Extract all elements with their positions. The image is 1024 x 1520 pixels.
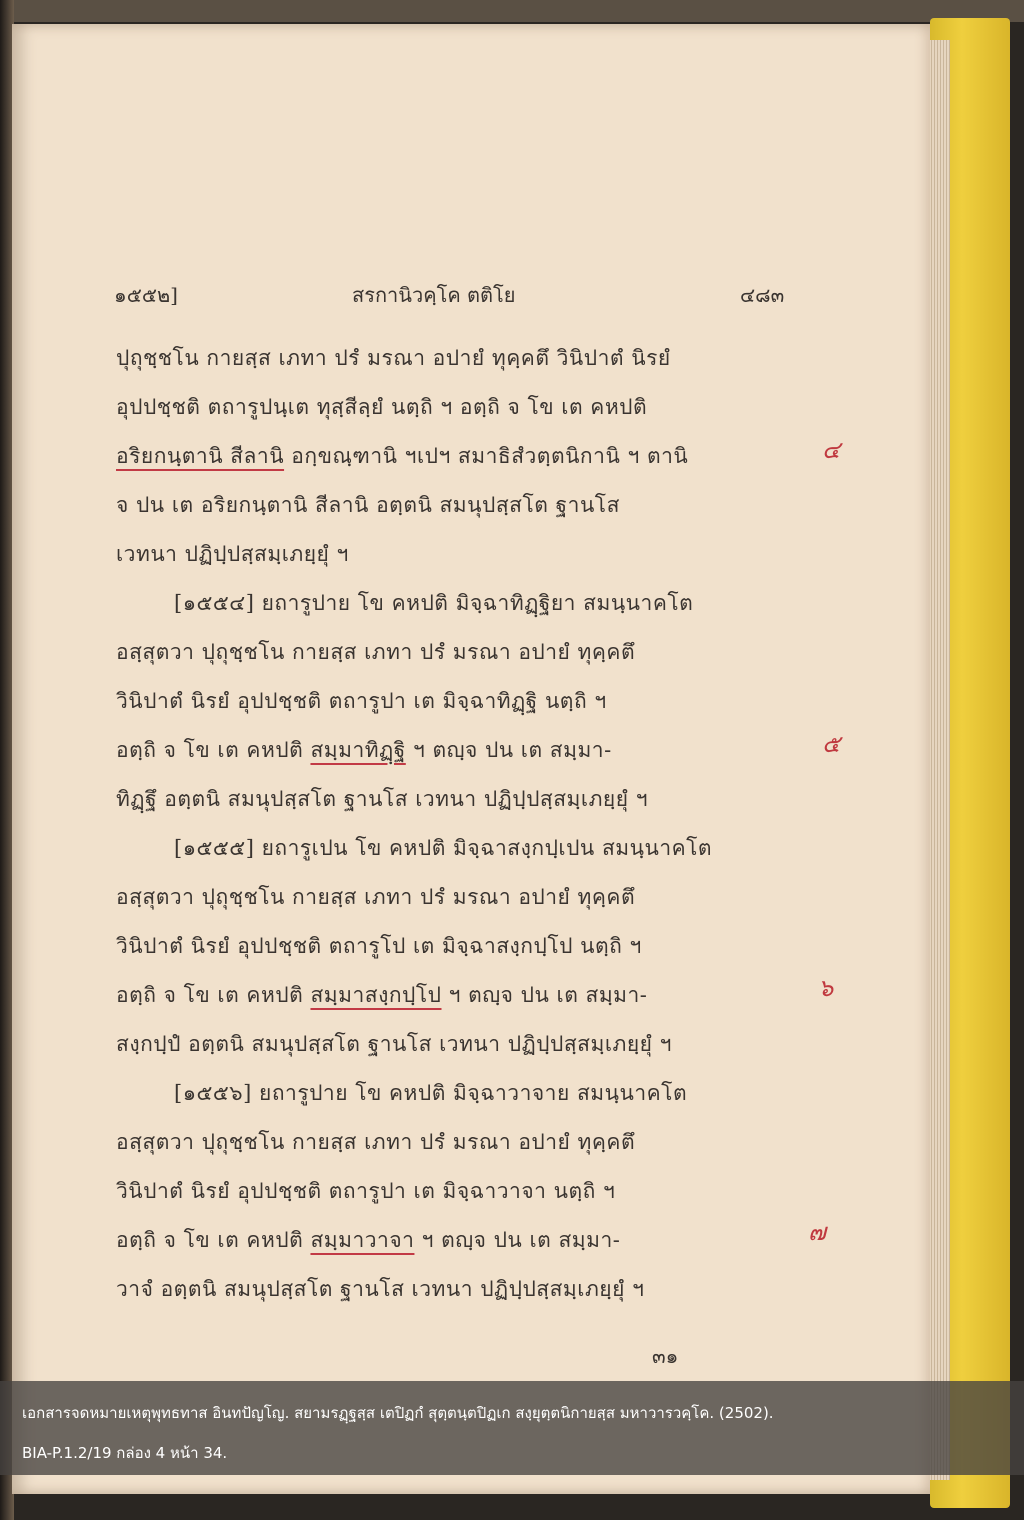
text-line: อสฺสุตวา ปุถุชฺชโน กายสฺส เภทา ปรํ มรณา อปายํ ทุคฺคตึ bbox=[116, 640, 636, 664]
text-line: ทิฏฺฐึ อตฺตนิ สมนุปสฺสโต ฐานโส เวทนา ปฏิปฺปสฺสมฺเภยฺยุํ ฯ bbox=[116, 787, 649, 811]
folio-number: ๓๑ bbox=[652, 1344, 679, 1368]
text-line bbox=[116, 440, 796, 489]
underlined-term: สมฺมาทิฏฺฐิ bbox=[310, 738, 406, 762]
text-line: ปุถุชฺชโน กายสฺส เภทา ปรํ มรณา อปายํ ทุคฺคตึ วินิปาตํ นิรยํ bbox=[116, 346, 671, 370]
header-title: สรกานิวคฺโค ตติโย bbox=[352, 283, 516, 307]
caption-reference: BIA-P.1.2/19 กล่อง 4 หน้า 34. bbox=[22, 1444, 228, 1462]
text-line: วินิปาตํ นิรยํ อุปปชฺชติ ตถารูปา เต มิจฺฉาทิฏฺฐิ นตฺถิ ฯ bbox=[116, 689, 607, 713]
header-page-number: ๔๘๓ bbox=[740, 283, 785, 307]
header-section-number: ๑๕๕๒] bbox=[114, 283, 178, 307]
text-line bbox=[116, 734, 796, 783]
running-header bbox=[12, 279, 930, 319]
text-segment: ฯ ตญฺจ ปน เต สมฺมา- bbox=[405, 738, 612, 762]
text-line: วาจํ อตฺตนิ สมนุปสฺสโต ฐานโส เวทนา ปฏิปฺปสฺสมฺเภยฺยุํ ฯ bbox=[116, 1277, 645, 1301]
text-line: อุปปชฺชติ ตถารูปนฺเต ทุสฺสีลฺยํ นตฺถิ ฯ อตฺถิ จ โข เต คหปติ bbox=[116, 395, 648, 419]
book-cover-top-edge bbox=[0, 0, 1024, 22]
text-line: วินิปาตํ นิรยํ อุปปชฺชติ ตถารูโป เต มิจฺฉาสงฺกปฺโป นตฺถิ ฯ bbox=[116, 934, 642, 958]
text-line: สงฺกปฺปํ อตฺตนิ สมนุปสฺสโต ฐานโส เวทนา ปฏิปฺปสฺสมฺเภยฺยุํ ฯ bbox=[116, 1032, 672, 1056]
text-segment: อตฺถิ จ โข เต คหปติ bbox=[116, 1228, 311, 1252]
text-line: จ ปน เต อริยกนฺตานิ สีลานิ อตฺตนิ สมนุปสฺสโต ฐานโส bbox=[116, 493, 620, 517]
text-segment: ฯ ตญฺจ ปน เต สมฺมา- bbox=[414, 1228, 621, 1252]
caption-citation: เอกสารจดหมายเหตุพุทธทาส อินทปัญโญ. สยามรฏฺฐสฺส เตปิฏกํ สุตฺตนฺตปิฏเก สงฺยุตฺตนิกายสฺส มหาวารวคฺโค. (2502). bbox=[22, 1404, 774, 1422]
margin-note: ๔ bbox=[822, 436, 841, 464]
text-line: [๑๕๕๕] ยถารูเปน โข คหปติ มิจฺฉาสงฺกปฺเปน สมนฺนาคโต bbox=[174, 836, 713, 860]
text-line: เวทนา ปฏิปฺปสฺสมฺเภยฺยุํ ฯ bbox=[116, 542, 349, 566]
margin-note: ๖ bbox=[818, 974, 834, 1002]
underlined-term: สมฺมาวาจา bbox=[310, 1228, 415, 1252]
text-line: อสฺสุตวา ปุถุชฺชโน กายสฺส เภทา ปรํ มรณา อปายํ ทุคฺคตึ bbox=[116, 1130, 636, 1154]
book-page bbox=[12, 24, 930, 1494]
text-segment: ฯ ตญฺจ ปน เต สมฺมา- bbox=[441, 983, 648, 1007]
text-line: อสฺสุตวา ปุถุชฺชโน กายสฺส เภทา ปรํ มรณา อปายํ ทุคฺคตึ bbox=[116, 885, 636, 909]
text-line: [๑๕๕๔] ยถารูปาย โข คหปติ มิจฺฉาทิฏฺฐิยา สมนฺนาคโต bbox=[174, 591, 694, 615]
text-line bbox=[116, 1224, 796, 1273]
margin-note: ๕ bbox=[822, 730, 841, 758]
underlined-term: สมฺมาสงฺกปฺโป bbox=[310, 983, 442, 1007]
text-segment: อตฺถิ จ โข เต คหปติ bbox=[116, 738, 311, 762]
text-line bbox=[116, 979, 796, 1028]
text-segment: อกฺขณฺฑานิ ฯเปฯ สมาธิสํวตฺตนิกานิ ฯ ตานิ bbox=[284, 444, 689, 468]
archive-caption-bar bbox=[0, 1381, 1024, 1475]
underlined-term: อริยกนฺตานิ สีลานิ bbox=[116, 444, 285, 468]
text-line: [๑๕๕๖] ยถารูปาย โข คหปติ มิจฺฉาวาจาย สมนฺนาคโต bbox=[174, 1081, 688, 1105]
body-text bbox=[116, 342, 796, 1322]
text-segment: อตฺถิ จ โข เต คหปติ bbox=[116, 983, 311, 1007]
margin-note: ๗ bbox=[808, 1218, 827, 1246]
text-line: วินิปาตํ นิรยํ อุปปชฺชติ ตถารูปา เต มิจฺฉาวาจา นตฺถิ ฯ bbox=[116, 1179, 616, 1203]
